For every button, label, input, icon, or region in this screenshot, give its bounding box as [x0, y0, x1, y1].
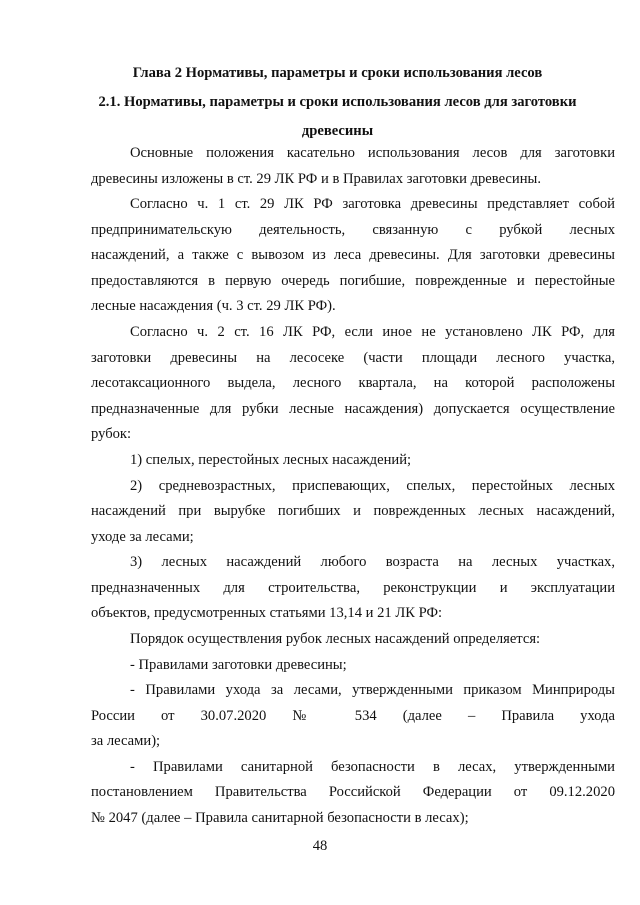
paragraph-line: лесные насаждения (ч. 3 ст. 29 ЛК РФ).: [91, 298, 336, 314]
dash-item: - Правилами заготовки древесины;: [130, 657, 347, 673]
chapter-heading: Глава 2 Нормативы, параметры и сроки использования лесов: [132, 65, 543, 81]
list-item-line: объектов, предусмотренных статьями 13,14 и 21 ЛК РФ:: [91, 605, 443, 621]
dash-item-line: за лесами);: [91, 733, 161, 749]
list-item: 1) спелых, перестойных лесных насаждений;: [130, 452, 412, 468]
list-item-line: предназначенных для строительства, реконструкции и эксплуатации: [91, 580, 615, 596]
dash-item-line: постановлением Правительства Российской Федерации от 09.12.2020: [91, 784, 615, 800]
section-heading-line-1: 2.1. Нормативы, параметры и сроки использования лесов для заготовки: [98, 94, 577, 110]
dash-item-line: № 2047 (далее – Правила санитарной безопасности в лесах);: [91, 810, 469, 826]
list-item-line: насаждений при вырубке погибших и поврежденных лесных насаждений,: [91, 503, 615, 519]
paragraph-line: предоставляются в первую очередь погибшие, поврежденные и перестойные: [91, 273, 615, 289]
paragraph-line: Согласно ч. 1 ст. 29 ЛК РФ заготовка древесины представляет собой: [130, 196, 615, 212]
paragraph-line: насаждений, а также с вывозом из леса древесины. Для заготовки древесины: [91, 247, 615, 263]
list-item: 3) лесных насаждений любого возраста на лесных участках,: [130, 554, 615, 570]
paragraph-line: предпринимательскую деятельность, связанную с рубкой лесных: [91, 222, 615, 238]
page-number: 48: [312, 838, 328, 854]
dash-item-line: России от 30.07.2020 № 534 (далее – Правила ухода: [91, 708, 615, 724]
paragraph-line: лесотаксационного выдела, лесного квартала, на которой расположены: [91, 375, 615, 391]
dash-item: - Правилами ухода за лесами, утвержденными приказом Минприроды: [130, 682, 615, 698]
list-item: 2) средневозрастных, приспевающих, спелых, перестойных лесных: [130, 478, 615, 494]
section-heading-line-2: древесины: [301, 123, 374, 139]
paragraph-line: Основные положения касательно использования лесов для заготовки: [130, 145, 615, 161]
paragraph-line: рубок:: [91, 426, 132, 442]
paragraph-line: Порядок осуществления рубок лесных насаждений определяется:: [130, 631, 541, 647]
dash-item: - Правилами санитарной безопасности в лесах, утвержденными: [130, 759, 615, 775]
paragraph-line: заготовки древесины на лесосеке (части площади лесного участка,: [91, 350, 615, 366]
paragraph-line: Согласно ч. 2 ст. 16 ЛК РФ, если иное не установлено ЛК РФ, для: [130, 324, 615, 340]
paragraph-line: предназначенные для рубки лесные насаждения) допускается осуществление: [91, 401, 615, 417]
paragraph-line: древесины изложены в ст. 29 ЛК РФ и в Правилах заготовки древесины.: [91, 171, 541, 187]
list-item-line: уходе за лесами;: [91, 529, 194, 545]
